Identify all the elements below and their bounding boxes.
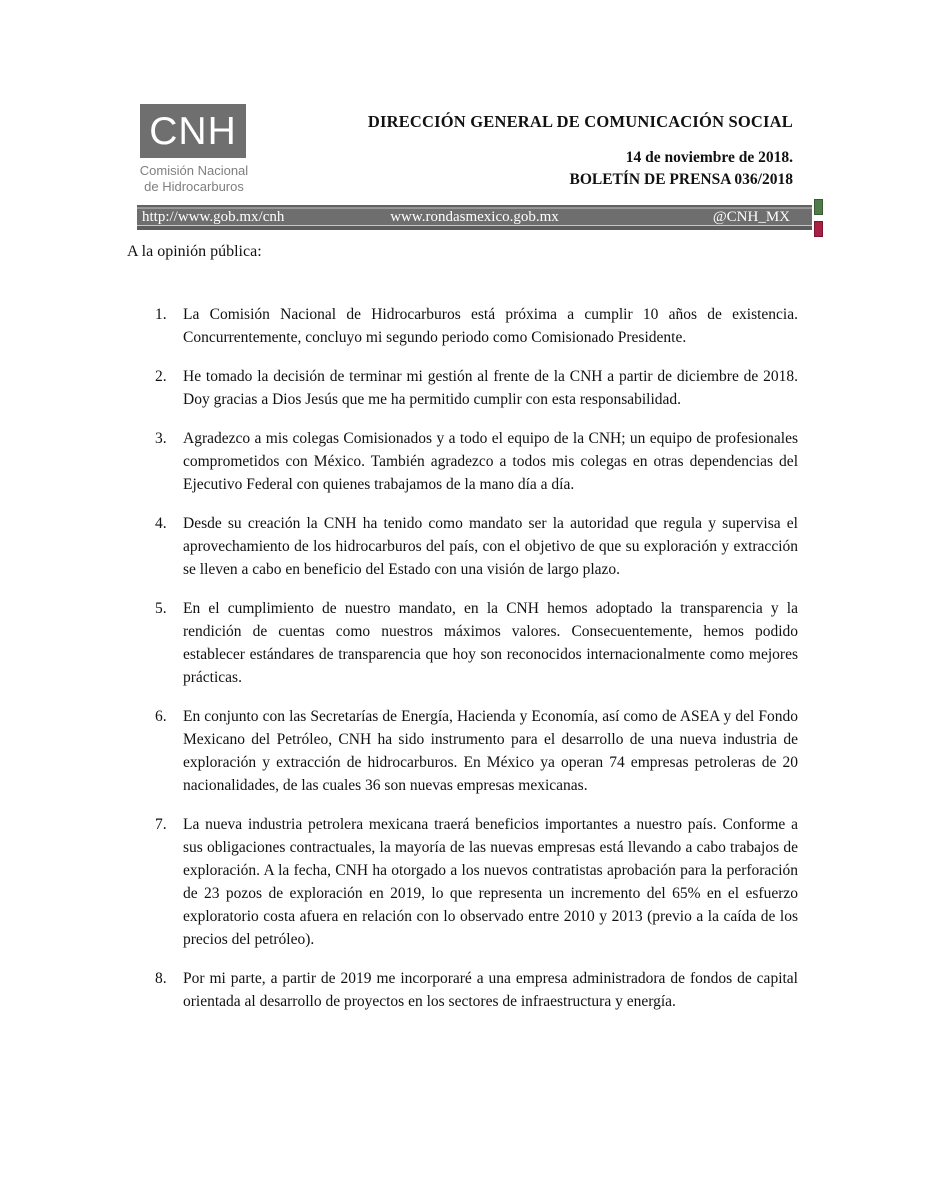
cnh-logo-caption-line2: de Hidrocarburos [144,179,244,194]
list-item [155,967,798,1013]
list-item-number: 5. [155,600,167,617]
cnh-logo-acronym: CNH [149,109,237,153]
bulletin-number: BOLETÍN DE PRENSA 036/2018 [569,171,793,188]
links-bar [137,205,812,230]
list-item-text: Desde su creación la CNH ha tenido como mandato ser la autoridad que regula y supervisa el aprovechamiento de los hidrocarburos del país, con el objetivo de que su exploración y extracción se lleven a cabo en beneficio del Estado con una visión de largo plazo. [183,515,798,578]
list-item-text: En conjunto con las Secretarías de Energía, Hacienda y Economía, así como de ASEA y del Fondo Mexicano del Petróleo, CNH ha sido instrumento para el desarrollo de una nueva industria de exploración y extracción de hidrocarburos. En México ya operan 74 empresas petroleras de 20 nacionalidades, de las cuales 36 son nuevas empresas mexicanas. [183,708,798,794]
cnh-logo-caption-line1: Comisión Nacional [139,163,249,178]
list-item-text: La Comisión Nacional de Hidrocarburos está próxima a cumplir 10 años de existencia. Concurrentemente, concluyo mi segundo periodo como Comisionado Presidente. [183,306,798,346]
list-item-text: Agradezco a mis colegas Comisionados y a todo el equipo de la CNH; un equipo de profesionales comprometidos con México. También agradezco a todos mis colegas en otras dependencias del Ejecutivo Federal con quienes trabajamos de la mano día a día. [183,430,798,493]
list-item-text: La nueva industria petrolera mexicana traerá beneficios importantes a nuestro país. Conforme a sus obligaciones contractuales, la mayoría de las nuevas empresas está llevando a cabo trabajos de exploración. A la fecha, CNH ha otorgado a los nuevos contratistas aprobación para la perforación de 23 pozos de exploración en 2019, lo que representa un incremento del 65% en el esfuerzo exploratorio costa afuera en relación con lo observado entre 2010 y 2013 (previo a la caída de los precios del petróleo). [183,816,798,948]
list-item-number: 7. [155,816,167,833]
list-item-number: 4. [155,515,167,532]
list-item-number: 6. [155,708,167,725]
header-right [300,112,793,191]
list-item-number: 3. [155,430,167,447]
gob-mx-link[interactable]: http://www.gob.mx/cnh [142,209,285,225]
list-item-number: 2. [155,368,167,385]
twitter-handle-link[interactable]: @CNH_MX [712,209,790,225]
cnh-logo [140,104,246,158]
list-item [155,597,798,689]
list-item [155,427,798,496]
document-date: 14 de noviembre de 2018. [625,149,793,166]
rondas-mexico-link[interactable]: www.rondasmexico.gob.mx [390,209,559,225]
numbered-list [155,303,798,1029]
list-item-number: 1. [155,306,167,323]
list-item-text: He tomado la decisión de terminar mi gestión al frente de la CNH a partir de diciembre de 2018. Doy gracias a Dios Jesús que me ha permitido cumplir con esta responsabilidad. [183,368,798,408]
list-item [155,512,798,581]
list-item-number: 8. [155,970,167,987]
list-item [155,813,798,951]
list-item-text: Por mi parte, a partir de 2019 me incorporaré a una empresa administradora de fondos de capital orientada al desarrollo de proyectos en los sectores de infraestructura y energía. [183,970,798,1010]
list-item [155,303,798,349]
salutation: A la opinión pública: [127,243,262,260]
cnh-logo-caption [133,163,255,195]
mexican-flag-red-mark [814,221,823,237]
list-item [155,365,798,411]
mexican-flag-green-mark [814,199,823,215]
document-title: DIRECCIÓN GENERAL DE COMUNICACIÓN SOCIAL [367,112,793,131]
list-item-text: En el cumplimiento de nuestro mandato, en la CNH hemos adoptado la transparencia y la rendición de cuentas como nuestros máximos valores. Consecuentemente, hemos podido establecer estándares de transparencia que hoy son reconocidos internacionalmente como mejores prácticas. [183,600,798,686]
list-item [155,705,798,797]
